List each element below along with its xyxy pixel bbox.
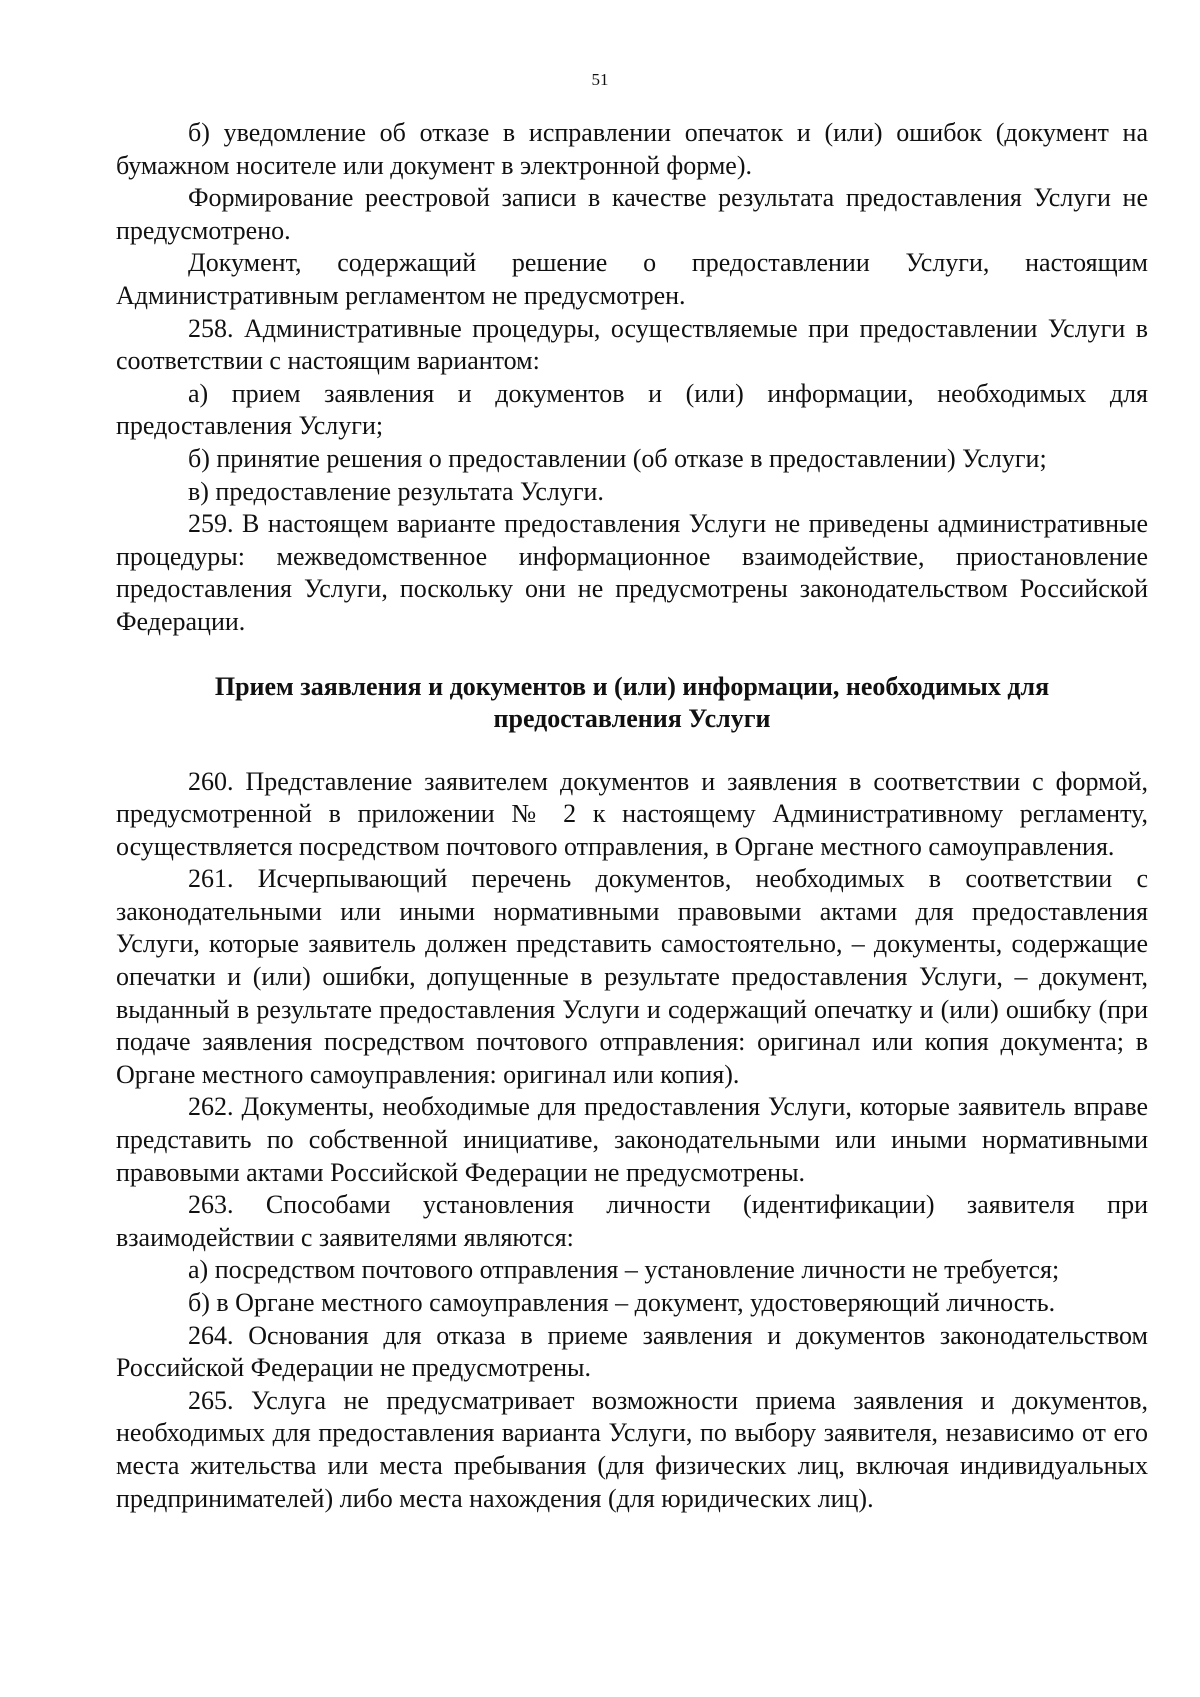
paragraph-decision-document: Документ, содержащий решение о предоставлении Услуги, настоящим Административным регламентом не предусмотрен. (116, 248, 1148, 310)
list-item-263-b: б) в Органе местного самоуправления – документ, удостоверяющий личность. (188, 1288, 1056, 1317)
list-item-258-c: в) предоставление результата Услуги. (188, 476, 604, 506)
paragraph-262: 262. Документы, необходимые для предоставления Услуги, которые заявитель вправе представить по собственной инициативе, законодательными или иными нормативными правовыми актами Российской Федерации не предусмотрены. (116, 1092, 1148, 1187)
paragraph-260: 260. Представление заявителем документов и заявления в соответствии с формой, предусмотренной в приложении № 2 к настоящему Административному регламенту, осуществляется посредством почтового отправления, в Органе местного самоуправления. (116, 766, 1148, 861)
section-heading: Прием заявления и документов и (или) информации, необходимых для предоставления Услуги (214, 671, 1050, 733)
list-item-258-b: б) принятие решения о предоставлении (об отказе в предоставлении) Услуги; (188, 443, 1047, 473)
paragraph-258: 258. Административные процедуры, осуществляемые при предоставлении Услуги в соответствии с настоящим вариантом: (116, 313, 1148, 376)
list-item-263-a: а) посредством почтового отправления – установление личности не требуется; (188, 1255, 1060, 1285)
paragraph-261: 261. Исчерпывающий перечень документов, необходимых в соответствии с законодательными или иными нормативными правовыми актами для предоставления Услуги, которые заявитель должен представить самостоятельно, – документы, содержащие опечатки и (или) ошибки, допущенные в результате предоставления Услуги, – документ, выданный в результате предоставления Услуги и содержащий опечатку и (или) ошибку (при подаче заявления посредством почтового отправления: оригинал или копия документа; в Органе местного самоуправления: оригинал или копия). (116, 864, 1148, 1089)
paragraph-265: 265. Услуга не предусматривает возможности приема заявления и документов, необходимых для предоставления варианта Услуги, по выбору заявителя, независимо от его места жительства или места пребывания (для физических лиц, включая индивидуальных предпринимателей) либо места нахождения (для юридических лиц). (116, 1385, 1148, 1513)
document-body (116, 117, 1148, 1515)
list-item-258-a: а) прием заявления и документов и (или) информации, необходимых для предоставления Услуги; (116, 378, 1148, 441)
paragraph-263: 263. Способами установления личности (идентификации) заявителя при взаимодействии с заявителями являются: (116, 1190, 1148, 1252)
paragraph-notice-refusal: б) уведомление об отказе в исправлении опечаток и (или) ошибок (документ на бумажном носителе или документ в электронной форме). (116, 118, 1148, 180)
paragraph-264: 264. Основания для отказа в приеме заявления и документов законодательством Российской Федерации не предусмотрены. (116, 1320, 1148, 1383)
paragraph-registry-record: Формирование реестровой записи в качестве результата предоставления Услуги не предусмотрено. (116, 183, 1148, 245)
page-number: 51 (591, 70, 609, 89)
paragraph-259: 259. В настоящем варианте предоставления Услуги не приведены административные процедуры: межведомственное информационное взаимодействие, приостановление предоставления Услуги, поскольку они не предусмотрены законодательством Российской Федерации. (116, 509, 1148, 636)
